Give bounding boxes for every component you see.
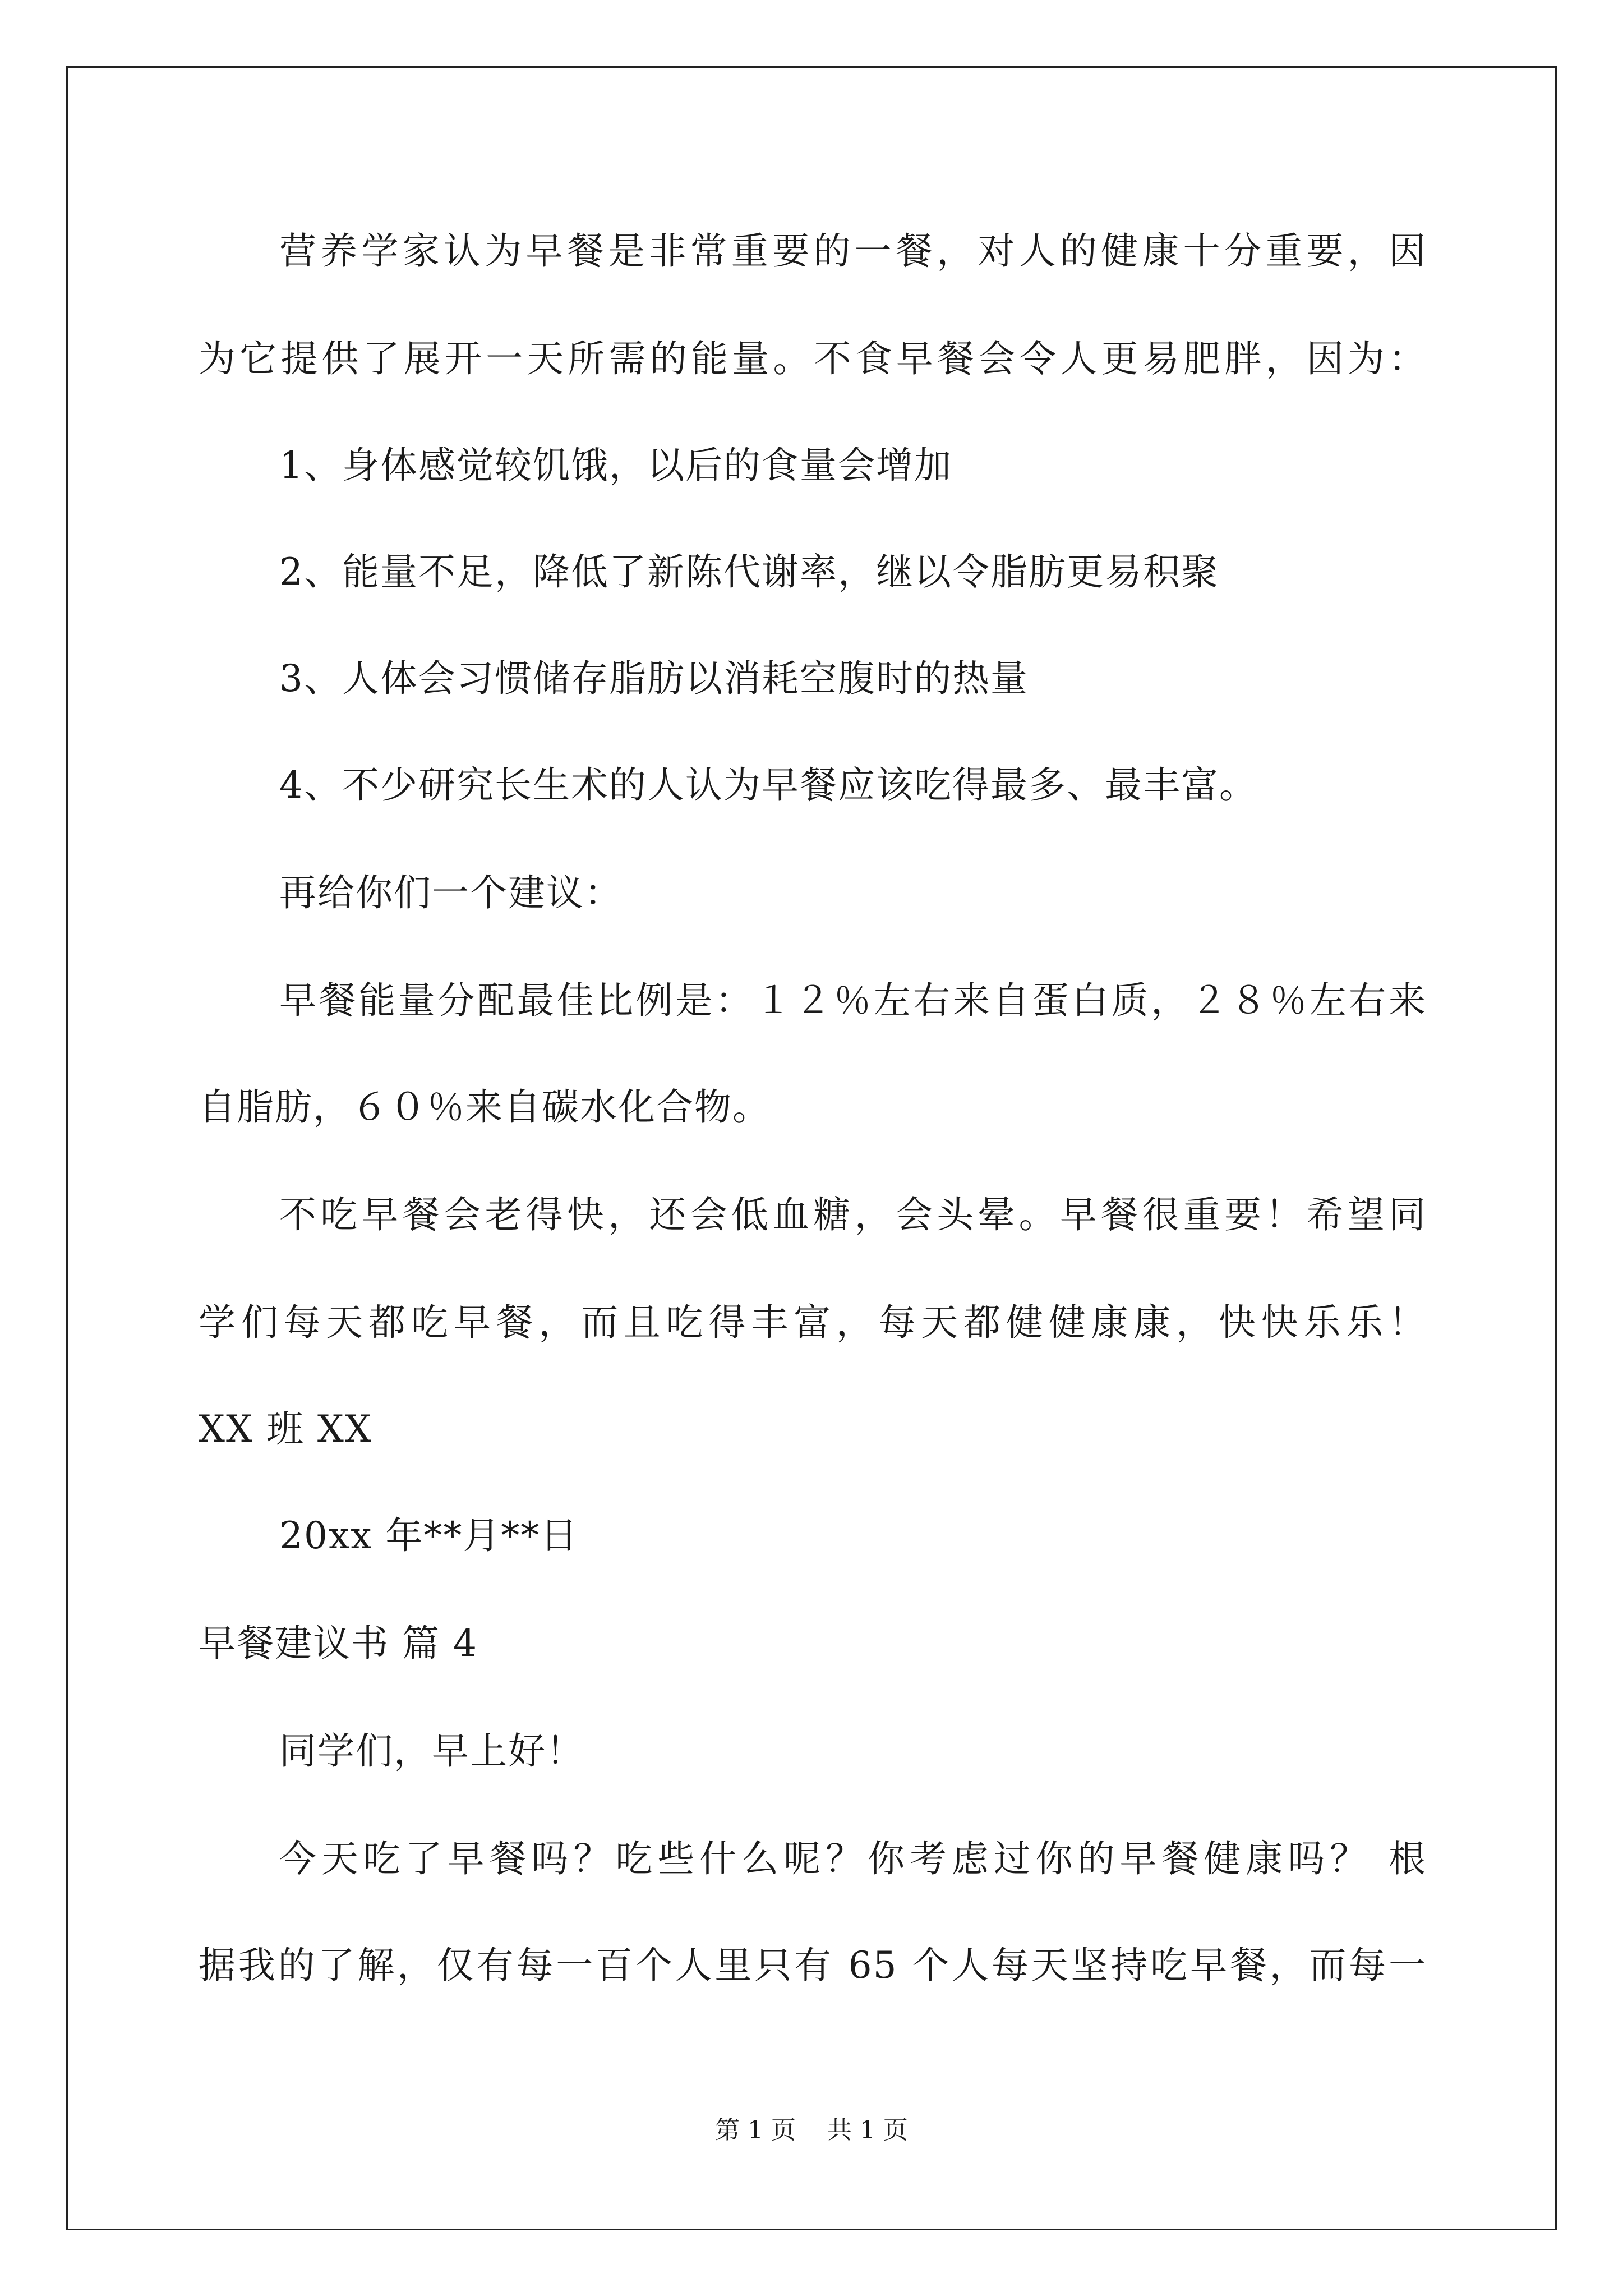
date-line: 20xx 年**月**日 [279,1514,579,1557]
paragraph-line: 今天吃了早餐吗？吃些什么呢？你考虑过你的早餐健康吗？ 根 [279,1837,1427,1880]
page-footer: 第 1 页 共 1 页 [715,2116,908,2145]
list-item: 1、身体感觉较饥饿，以后的食量会增加 [279,444,952,487]
list-item: 4、不少研究长生术的人认为早餐应该吃得最多、最丰富。 [279,763,1257,807]
page-border [66,66,1557,2230]
paragraph-line: 早餐能量分配最佳比例是：１２％左右来自蛋白质，２８％左右来 [279,979,1427,1022]
paragraph-line: 不吃早餐会老得快，还会低血糖，会头晕。早餐很重要！希望同 [279,1193,1427,1236]
signature-line: XX 班 XX [199,1407,372,1451]
list-item: 2、能量不足，降低了新陈代谢率，继以令脂肪更易积聚 [279,550,1219,593]
paragraph-line: 营养学家认为早餐是非常重要的一餐，对人的健康十分重要，因 [279,229,1427,273]
paragraph-line: 据我的了解，仅有每一百个人里只有 65 个人每天坚持吃早餐，而每一 [199,1944,1427,1987]
list-item: 3、人体会习惯储存脂肪以消耗空腹时的热量 [279,657,1029,700]
paragraph-line: 学们每天都吃早餐，而且吃得丰富，每天都健健康康，快快乐乐！ [199,1301,1427,1344]
section-heading: 早餐建议书 篇 4 [199,1622,478,1665]
paragraph-line: 为它提供了展开一天所需的能量。不食早餐会令人更易肥胖，因为： [199,337,1427,380]
paragraph-line: 同学们，早上好！ [279,1729,584,1773]
paragraph-line: 再给你们一个建议： [279,871,623,914]
paragraph-line: 自脂肪，６０％来自碳水化合物。 [199,1085,771,1129]
